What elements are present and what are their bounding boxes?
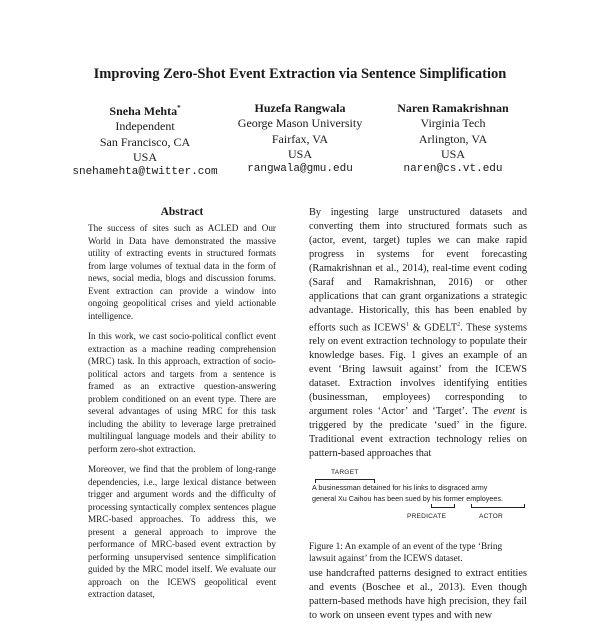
abstract-paragraph: In this work, we cast socio-political conflict event extraction as a machine reading comprehension (MRC) task. In this approach, extraction of socio-political actors and targets from a sentence is framed as an extractive question-answering problem conditioned on an event type. There are several advantages of using MRC for this task including the ability to leverage large pretrained multilingual language models and their ability to perform zero-shot extraction. <box>88 331 276 454</box>
paper-title: Improving Zero-Shot Event Extraction via Sentence Simplification <box>93 66 507 82</box>
author-affiliation: George Mason University <box>237 116 363 131</box>
predicate-label: PREDICATE <box>407 513 447 521</box>
predicate-bracket <box>431 504 455 508</box>
author-country: USA <box>440 146 465 161</box>
abstract-paragraph: Moreover, we find that the problem of long-range dependencies, i.e., large lexical distance between trigger and argument words and the difficulty of processing syntactically complex sentences plague MRC-based approaches. To address this, we present a general approach to improve the performance of MRC-based event extraction by performing unsupervised sentence simplification guided by the MRC model itself. We evaluate our approach on the ICEWS geopolitical event extraction dataset, <box>88 464 276 599</box>
author-location: Fairfax, VA <box>271 131 329 146</box>
author-affiliation: Virginia Tech <box>420 116 486 131</box>
author-name: Naren Ramakrishnan <box>397 101 509 115</box>
figure-sentence-line-2: general Xu Caihou has been sued by his former employees. <box>312 494 503 504</box>
right-column <box>309 206 527 623</box>
intro-paragraph: By ingesting large unstructured datasets and converting them into structured formats such as (actor, event, target) tuples we can make rapid progress in systems for event forecasting (Ramakrishnan et al., 2014), real-time event coding (Saraf and Ramakrishnan, 2016) or other applications that can grant organizations a strategic advantage. Historically, this has been enabled by efforts such as ICEWS$^1$ & GDELT$^2$. These systems rely on event extraction technology to populate their knowledge bases. Fig. 1 gives an example of an event ‘Bring lawsuit against’ from the ICEWS dataset. Extraction involves identifying entities (businessman, employees) corresponding to argument roles ‘Actor’ and ‘Target’. The event is triggered by the predicate ‘sued’ in the figure. Traditional event extraction technology relies on pattern-based approaches that <box>309 207 527 460</box>
author-email: rangwala@gmu.edu <box>247 163 353 176</box>
left-column <box>88 206 276 609</box>
author-location: San Francisco, CA <box>99 134 191 149</box>
abstract-paragraph: The success of sites such as ACLED and Our World in Data have demonstrated the massive utility of extracting events in structured formats from large volumes of textual data in the form of news, social media, blogs and discussion forums. Event extraction can provide a window into ongoing geopolitical crises and yield actionable intelligence. <box>88 223 276 321</box>
author-affiliation: Independent <box>115 119 175 134</box>
author-block-1 <box>70 101 220 180</box>
author-email: snehamehta@twitter.com <box>72 166 218 179</box>
actor-label: ACTOR <box>479 513 503 521</box>
abstract-heading: Abstract <box>160 206 204 218</box>
body-paragraph: use handcrafted patterns designed to extract entities and events (Boschee et al., 2013). Even though pattern-based methods have high precision, they fail to work on unseen event types and with new <box>309 568 527 622</box>
author-email: naren@cs.vt.edu <box>403 163 503 176</box>
author-country: USA <box>287 146 312 161</box>
author-block-3 <box>378 101 528 177</box>
footnote-mark: 1 <box>406 322 410 328</box>
figure-sentence-line-1: A businessman detained for his links to disgraced army <box>312 483 488 493</box>
author-block-2 <box>225 101 375 177</box>
author-country: USA <box>132 149 157 164</box>
figure-caption: Figure 1: An example of an event of the type ‘Bring lawsuit against’ from the ICEWS dataset. <box>309 542 503 565</box>
footnote-mark: 2 <box>457 322 461 328</box>
target-label: TARGET <box>331 469 359 477</box>
actor-bracket <box>471 504 525 508</box>
author-name: Sneha Mehta* <box>109 104 181 118</box>
author-name: Huzefa Rangwala <box>254 101 346 115</box>
figure-1 <box>309 469 527 537</box>
author-location: Arlington, VA <box>418 131 488 146</box>
